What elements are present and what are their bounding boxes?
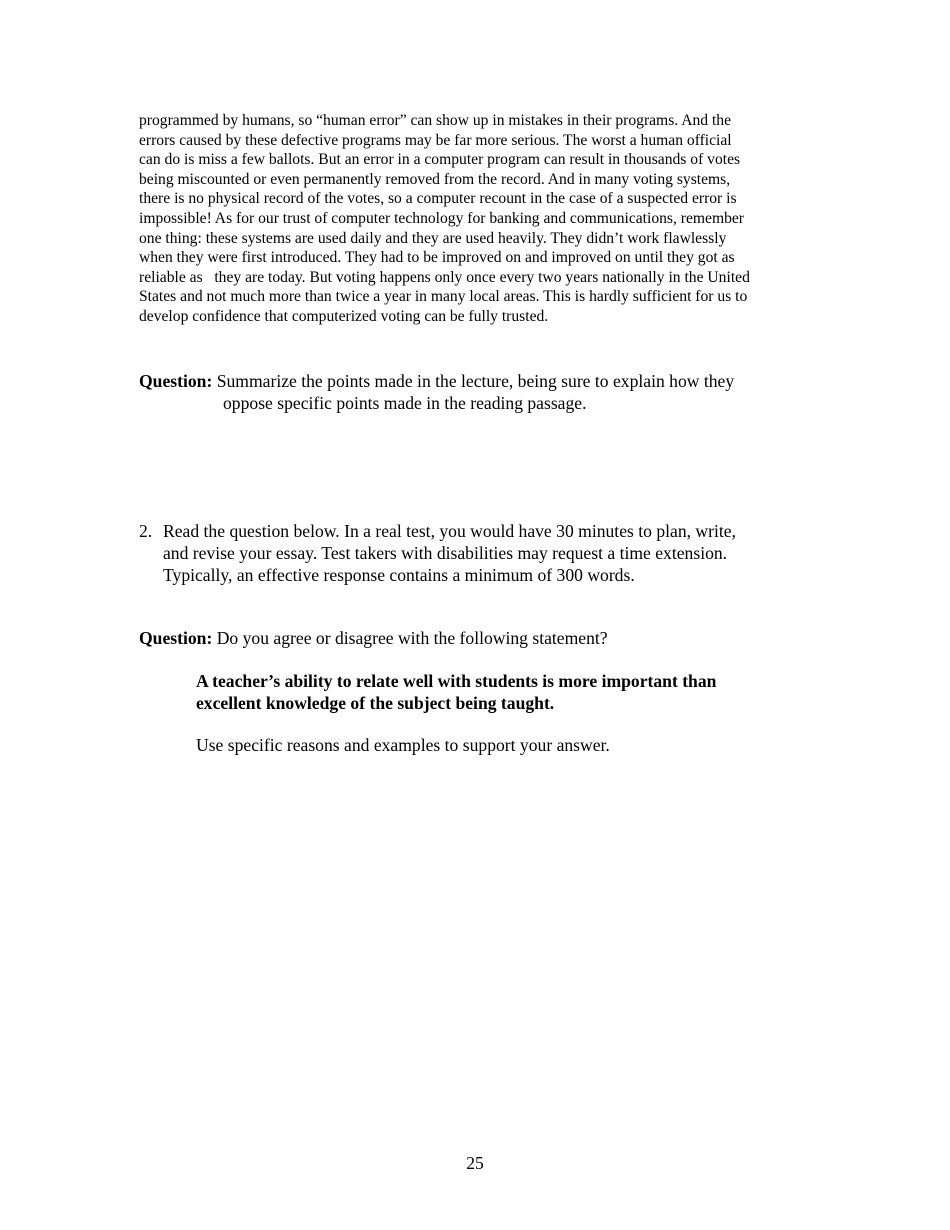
lecture-line: develop confidence that computerized voting can be fully trusted. — [139, 307, 549, 325]
question-2-text: Do you agree or disagree with the following statement? — [212, 628, 608, 648]
question-2-label: Question: — [139, 628, 213, 648]
statement-line: A teacher’s ability to relate well with students is more important than — [196, 671, 717, 691]
item-2-text — [163, 520, 839, 586]
lecture-line: can do is miss a few ballots. But an error in a computer program can result in thousands of votes — [139, 151, 741, 169]
lecture-line: one thing: these systems are used daily and they are used heavily. They didn’t work flawlessly — [139, 229, 727, 247]
statement-line: excellent knowledge of the subject being taught. — [196, 693, 555, 713]
lecture-line: reliable as they are today. But voting happens only once every two years nationally in the United — [139, 268, 750, 286]
question-1-text: Summarize the points made in the lecture, being sure to explain how they — [212, 371, 735, 391]
lecture-line: impossible! As for our trust of computer technology for banking and communications, remember — [139, 209, 744, 227]
lecture-line: being miscounted or even permanently removed from the record. And in many voting systems, — [139, 170, 731, 188]
question-1-line2: oppose specific points made in the reading passage. — [223, 393, 587, 413]
item-2-number: 2. — [139, 521, 153, 541]
item-2-line: and revise your essay. Test takers with disabilities may request a time extension. — [163, 543, 728, 563]
item-2-line: Read the question below. In a real test, you would have 30 minutes to plan, write, — [163, 521, 736, 541]
lecture-line: States and not much more than twice a year in many local areas. This is hardly sufficient for us to — [139, 288, 748, 306]
lecture-line: there is no physical record of the votes, so a computer recount in the case of a suspected error is — [139, 190, 737, 208]
page-number: 25 — [466, 1153, 484, 1173]
question-2 — [139, 627, 839, 649]
lecture-line: errors caused by these defective programs may be far more serious. The worst a human official — [139, 131, 732, 149]
question-1-label: Question: — [139, 371, 213, 391]
question-1 — [139, 370, 839, 414]
lecture-line: when they were first introduced. They had to be improved on and improved on until they got as — [139, 249, 735, 267]
essay-instruction: Use specific reasons and examples to support your answer. — [196, 735, 610, 755]
lecture-line: programmed by humans, so “human error” can show up in mistakes in their programs. And the — [139, 112, 731, 129]
question-1-line1 — [139, 370, 839, 392]
lecture-passage — [139, 111, 819, 327]
item-2-line: Typically, an effective response contains a minimum of 300 words. — [163, 565, 635, 585]
essay-statement — [196, 670, 836, 714]
item-2 — [139, 520, 839, 586]
